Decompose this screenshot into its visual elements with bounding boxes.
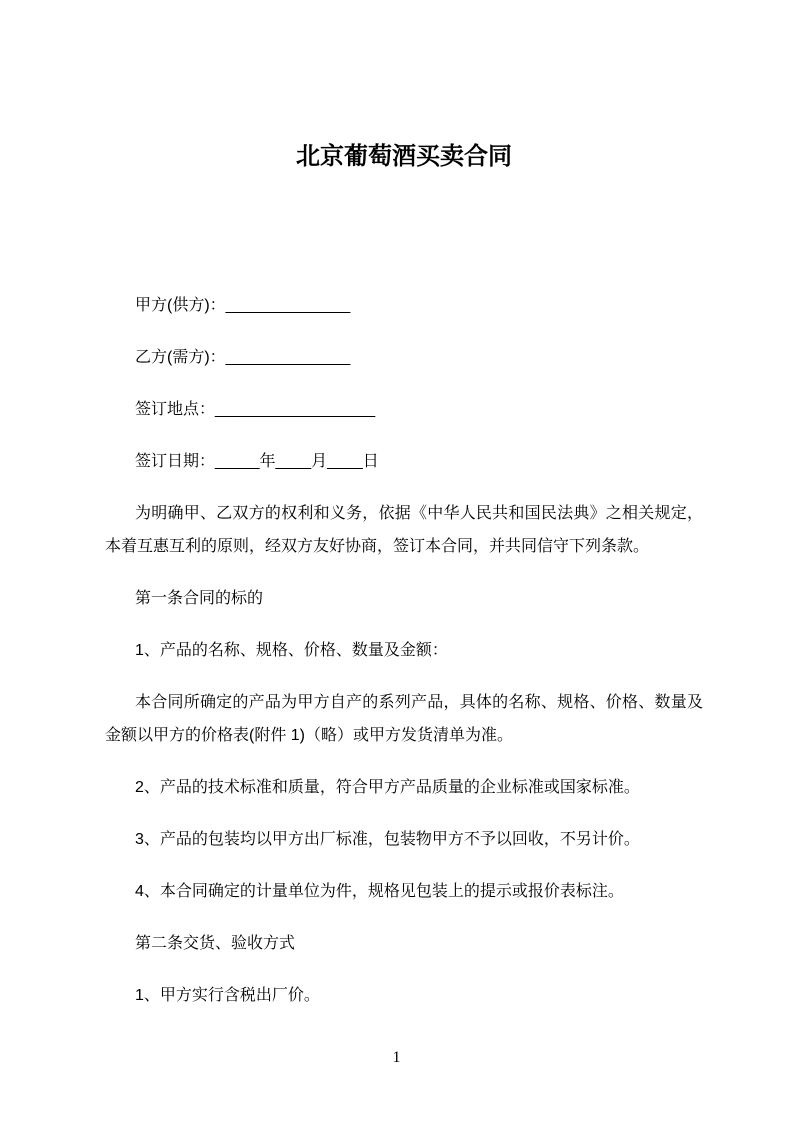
sign-date-line bbox=[105, 445, 703, 478]
sign-place-line bbox=[105, 393, 703, 426]
article-1-item-4: 4、本合同确定的计量单位为件，规格见包装上的提示或报价表标注。 bbox=[135, 883, 624, 900]
sign-place-blank-line: __________________ bbox=[215, 401, 376, 418]
party-b-label: 乙方(需方)： bbox=[135, 349, 226, 366]
article-2-item-1: 1、甲方实行含税出厂价。 bbox=[135, 987, 320, 1004]
preamble-paragraph: 为明确甲、乙双方的权利和义务，依据《中华人民共和国民法典》之相关规定，本着互惠互利的原则，经双方友好协商，签订本合同，并共同信守下列条款。 bbox=[105, 505, 703, 555]
party-b-line bbox=[105, 341, 703, 374]
article-1-heading: 第一条合同的标的 bbox=[135, 590, 264, 607]
article-1-item-1-detail: 本合同所确定的产品为甲方自产的系列产品，具体的名称、规格、价格、数量及金额以甲方的价格表(附件 1)（略）或甲方发货清单为准。 bbox=[105, 694, 703, 744]
document-title: 北京葡萄酒买卖合同 bbox=[296, 143, 512, 170]
document-content bbox=[0, 140, 793, 1012]
article-2-heading: 第二条交货、验收方式 bbox=[135, 935, 296, 952]
sign-date-blank-line: _____年____月____日 bbox=[215, 453, 379, 470]
party-a-blank-line: ______________ bbox=[225, 297, 351, 314]
article-1-item-1: 1、产品的名称、规格、价格、数量及金额： bbox=[135, 642, 448, 659]
sign-date-label: 签订日期： bbox=[135, 453, 216, 470]
party-b-blank-line: ______________ bbox=[225, 349, 351, 366]
party-a-line bbox=[105, 289, 703, 322]
article-1-item-2: 2、产品的技术标准和质量，符合甲方产品质量的企业标准或国家标准。 bbox=[135, 779, 640, 796]
contract-header-fields bbox=[105, 289, 703, 478]
sign-place-label: 签订地点： bbox=[135, 401, 216, 418]
party-a-label: 甲方(供方)： bbox=[135, 297, 226, 314]
contract-body bbox=[105, 497, 703, 1012]
page-number: 1 bbox=[392, 1049, 401, 1066]
article-1-item-3: 3、产品的包装均以甲方出厂标准，包装物甲方不予以回收，不另计价。 bbox=[135, 831, 640, 848]
